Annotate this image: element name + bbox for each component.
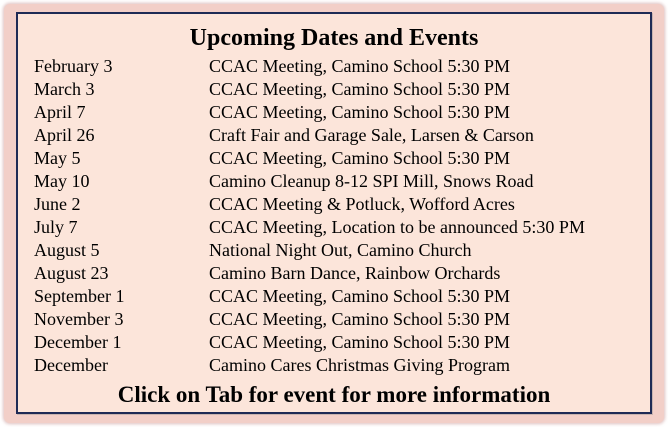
event-description: Craft Fair and Garage Sale, Larsen & Carson [209,125,534,145]
event-description: Camino Cleanup 8-12 SPI Mill, Snows Road [209,171,534,191]
event-description: Camino Cares Christmas Giving Program [209,355,510,375]
footer-note: Click on Tab for event for more information [117,382,551,407]
event-description: CCAC Meeting, Camino School 5:30 PM [209,56,511,76]
events-list [34,55,644,377]
event-row [34,147,644,170]
events-panel [16,12,652,414]
event-row [34,262,644,285]
event-description: CCAC Meeting, Camino School 5:30 PM [209,102,511,122]
event-row [34,170,644,193]
event-description: National Night Out, Camino Church [209,240,472,260]
event-date: November 3 [34,309,124,329]
event-row [34,331,644,354]
event-row [34,354,644,377]
event-description: CCAC Meeting & Potluck, Wofford Acres [209,194,515,214]
event-row [34,239,644,262]
event-date: September 1 [34,286,125,306]
event-row [34,124,644,147]
event-row [34,101,644,124]
event-date: August 23 [34,263,109,283]
event-row [34,308,644,331]
event-row [34,285,644,308]
event-date: April 7 [34,102,86,122]
event-date: December [34,355,108,375]
event-date: June 2 [34,194,81,214]
event-description: CCAC Meeting, Camino School 5:30 PM [209,286,511,306]
event-description: CCAC Meeting, Camino School 5:30 PM [209,79,511,99]
event-description: CCAC Meeting, Camino School 5:30 PM [209,332,511,352]
event-description: CCAC Meeting, Location to be announced 5:30 PM [209,217,585,237]
event-date: May 10 [34,171,90,191]
event-description: CCAC Meeting, Camino School 5:30 PM [209,148,511,168]
event-date: February 3 [34,56,113,76]
event-description: CCAC Meeting, Camino School 5:30 PM [209,309,511,329]
event-row [34,55,644,78]
event-row [34,216,644,239]
event-description: Camino Barn Dance, Rainbow Orchards [209,263,501,283]
event-date: December 1 [34,332,122,352]
event-date: May 5 [34,148,81,168]
event-row [34,78,644,101]
event-date: April 26 [34,125,95,145]
events-frame [4,4,664,423]
event-date: July 7 [34,217,78,237]
event-date: August 5 [34,240,100,260]
event-date: March 3 [34,79,95,99]
panel-title: Upcoming Dates and Events [189,25,479,51]
event-row [34,193,644,216]
